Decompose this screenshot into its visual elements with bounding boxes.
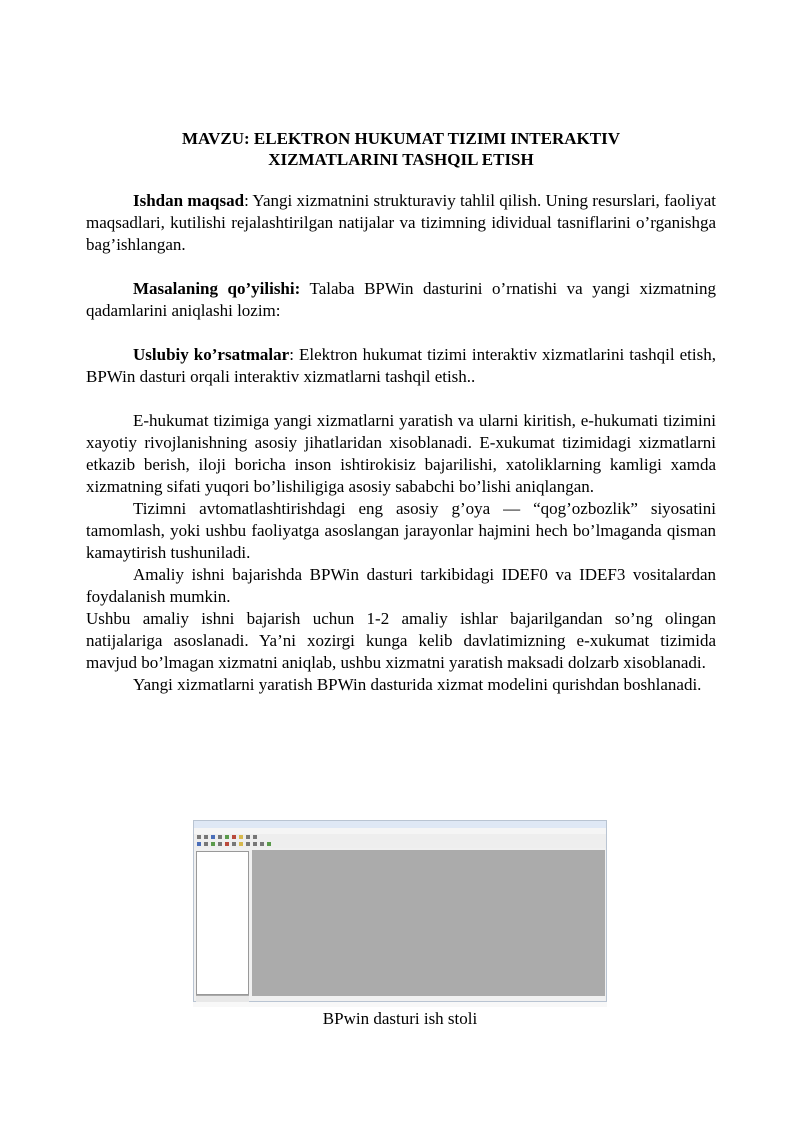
- document-title: [86, 128, 716, 170]
- toolbar-1: [194, 834, 606, 841]
- explorer-tabs: [196, 995, 249, 1002]
- problem-label: Masalaning qo’yilishi:: [133, 279, 301, 298]
- window-controls: [575, 822, 605, 827]
- bpwin-screenshot-figure: [193, 820, 607, 1008]
- toolbar-2: [194, 841, 606, 848]
- body-paragraph: E-hukumat tizimiga yangi xizmatlarni yaratish va ularni kiritish, e-hukumati tizimini xayotiy rivojlanishning asosiy jihatlaridan xisoblanadi. E-xukumat tizimidagi xizmatlarni etkazib berish, iloji boricha inson ishtirokisiz bajarilishi, xatoliklarning kamligi xamda xizmatning sifati yuqori bo’lishiligiga asosiy sababchi bo’lishi aniqlangan.: [86, 411, 716, 496]
- window-titlebar: [194, 821, 606, 828]
- method-text: : Elektron hukumat tizimi interaktiv xizmatlarini tashqil etish, BPWin dasturi orqali interaktiv xizmatlarni tashqil etish..: [86, 345, 716, 386]
- method-paragraph: [86, 344, 716, 388]
- model-explorer-pane: [196, 851, 249, 995]
- problem-text: Talaba BPWin dasturini o’rnatishi va yangi xizmatning qadamlarini aniqlashi lozim:: [86, 279, 716, 320]
- goal-label: Ishdan maqsad: [133, 191, 245, 210]
- workspace-area: [252, 850, 605, 996]
- body-paragraph: Ushbu amaliy ishni bajarish uchun 1-2 amaliy ishlar bajarilgandan so’ng olingan natijalariga asoslanadi. Ya’ni xozirgi kunga kelib davlatimizning e-xukumat tizimida mavjud bo’lmagan xizmatni aniqlab, ushbu xizmatni yaratish maksadi dolzarb xisoblanadi.: [86, 609, 716, 672]
- title-line-1: MAVZU: ELEKTRON HUKUMAT TIZIMI INTERAKTIV: [182, 129, 620, 148]
- method-label: Uslubiy ko’rsatmalar: [133, 345, 290, 364]
- figure-caption: BPwin dasturi ish stoli: [322, 1009, 478, 1028]
- goal-text: : Yangi xizmatnini strukturaviy tahlil qilish. Uning resurslari, faoliyat maqsadlari, kutilishi rejalashtirilgan natijalar va tizimning idividual tasniflarini o’rganishga bag’ishlangan.: [86, 191, 716, 254]
- title-line-2: XIZMATLARINI TASHQIL ETISH: [268, 150, 534, 169]
- body-paragraph: Yangi xizmatlarni yaratish BPWin dasturida xizmat modelini qurishdan boshlanadi.: [133, 675, 702, 694]
- body-paragraph: Amaliy ishni bajarishda BPWin dasturi tarkibidagi IDEF0 va IDEF3 vositalardan foydalanish mumkin.: [86, 565, 716, 606]
- body-paragraph: Tizimni avtomatlashtirishdagi eng asosiy g’oya — “qog’ozbozlik” siyosatini tamomlash, yoki ushbu faoliyatga asoslangan jarayonlar hajmini hech bo’lmaganda qisman kamaytirish tushuniladi.: [86, 499, 716, 562]
- status-bar: [193, 1002, 607, 1007]
- document-page: [86, 128, 716, 696]
- problem-paragraph: [86, 278, 716, 322]
- bpwin-window-image: [193, 820, 607, 1002]
- goal-paragraph: [86, 190, 716, 256]
